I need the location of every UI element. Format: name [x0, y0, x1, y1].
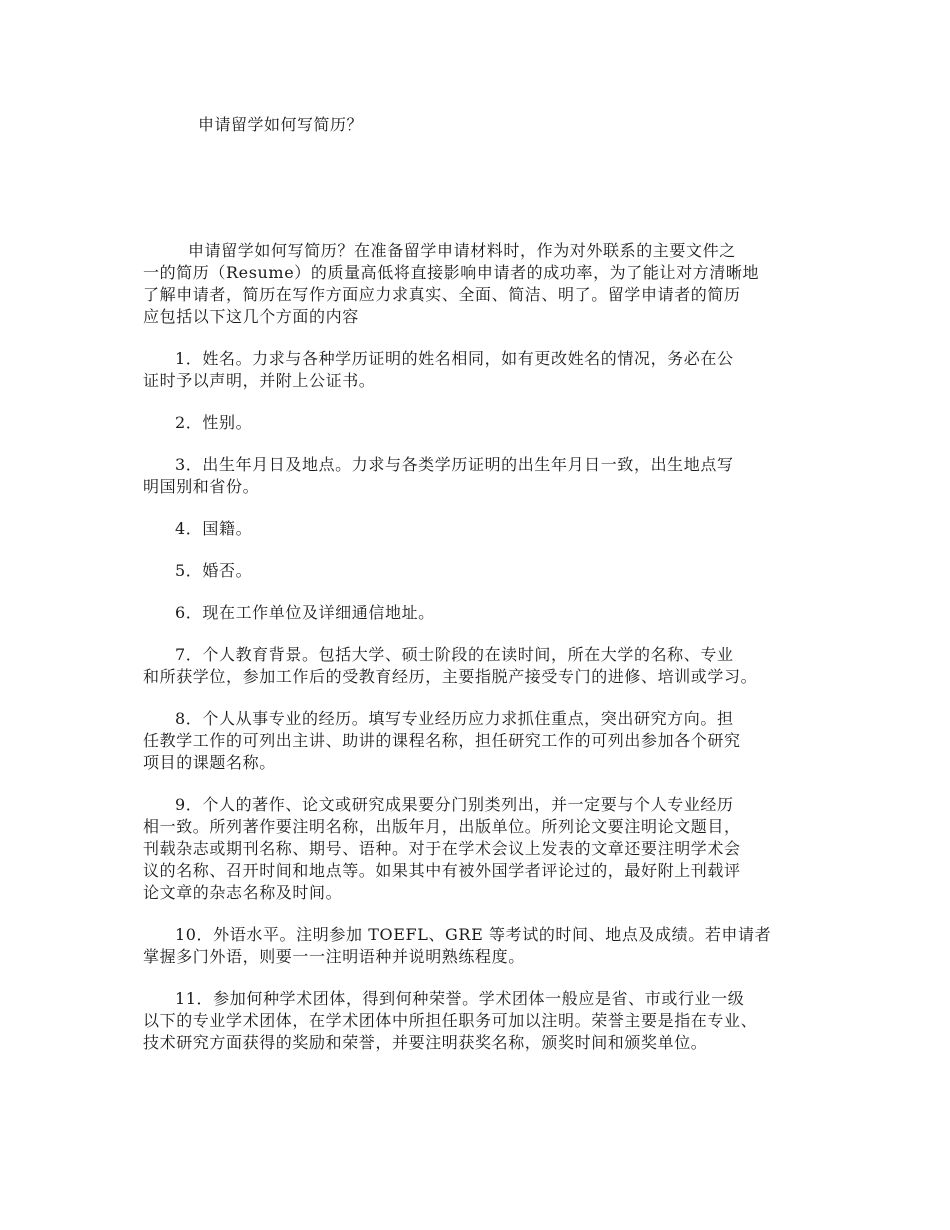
list-item-9 [143, 794, 823, 904]
list-item-8 [143, 708, 823, 774]
item-line: 掌握多门外语，则要一一注明语种并说明熟练程度。 [143, 947, 525, 966]
item-line: 议的名称、召开时间和地点等。如果其中有被外国学者评论过的，最好附上刊载评 [143, 861, 741, 880]
item-line: 任教学工作的可列出主讲、助讲的课程名称，担任研究工作的可列出参加各个研究 [143, 731, 741, 750]
document-body [143, 240, 823, 1074]
list-item-6 [143, 602, 823, 624]
item-line: 证时予以声明，并附上公证书。 [143, 371, 376, 390]
item-line: 以下的专业学术团体，在学术团体中所担任职务可加以注明。荣誉主要是指在专业、 [143, 1011, 758, 1030]
item-line: 2．性别。 [175, 413, 253, 432]
intro-paragraph [143, 240, 823, 328]
item-line: 1．姓名。力求与各种学历证明的姓名相同，如有更改姓名的情况，务必在公 [175, 349, 734, 368]
intro-line: 应包括以下这几个方面的内容 [143, 307, 359, 326]
item-line: 论文章的杂志名称及时间。 [143, 883, 343, 902]
list-item-5 [143, 560, 823, 582]
list-item-2 [143, 412, 823, 434]
item-line: 4．国籍。 [175, 519, 253, 538]
item-line: 刊载杂志或期刊名称、期号、语种。对于在学术会议上发表的文章还要注明学术会 [143, 839, 741, 858]
item-line: 相一致。所列著作要注明名称，出版年月，出版单位。所列论文要注明论文题目， [143, 817, 741, 836]
list-item-1 [143, 348, 823, 392]
item-line: 10．外语水平。注明参加 TOEFL、GRE 等考试的时间、地点及成绩。若申请者 [175, 925, 772, 944]
list-item-3 [143, 454, 823, 498]
item-line: 3．出生年月日及地点。力求与各类学历证明的出生年月日一致，出生地点写 [175, 455, 734, 474]
list-item-10 [143, 924, 823, 968]
item-line: 和所获学位，参加工作后的受教育经历，主要指脱产接受专门的进修、培训或学习。 [143, 667, 758, 686]
item-line: 明国别和省份。 [143, 477, 260, 496]
list-item-7 [143, 644, 823, 688]
list-item-11 [143, 988, 823, 1054]
item-line: 5．婚否。 [175, 561, 253, 580]
item-line: 6．现在工作单位及详细通信地址。 [175, 603, 435, 622]
intro-line: 一的简历（Resume）的质量高低将直接影响申请者的成功率，为了能让对方清晰地 [143, 263, 760, 282]
intro-line: 了解申请者，简历在写作方面应力求真实、全面、简洁、明了。留学申请者的简历 [143, 285, 741, 304]
item-line: 7．个人教育背景。包括大学、硕士阶段的在读时间，所在大学的名称、专业 [175, 645, 734, 664]
item-line: 8．个人从事专业的经历。填写专业经历应力求抓住重点，突出研究方向。担 [175, 709, 734, 728]
item-line: 技术研究方面获得的奖励和荣誉，并要注明获奖名称，颁奖时间和颁奖单位。 [143, 1033, 708, 1052]
item-line: 11．参加何种学术团体，得到何种荣誉。学术团体一般应是省、市或行业一级 [175, 989, 745, 1008]
document-title: 申请留学如何写简历？ [198, 115, 364, 134]
item-line: 9．个人的著作、论文或研究成果要分门别类列出，并一定要与个人专业经历 [175, 795, 734, 814]
list-item-4 [143, 518, 823, 540]
item-line: 项目的课题名称。 [143, 753, 276, 772]
intro-line: 申请留学如何写简历？在准备留学申请材料时，作为对外联系的主要文件之 [188, 241, 736, 260]
